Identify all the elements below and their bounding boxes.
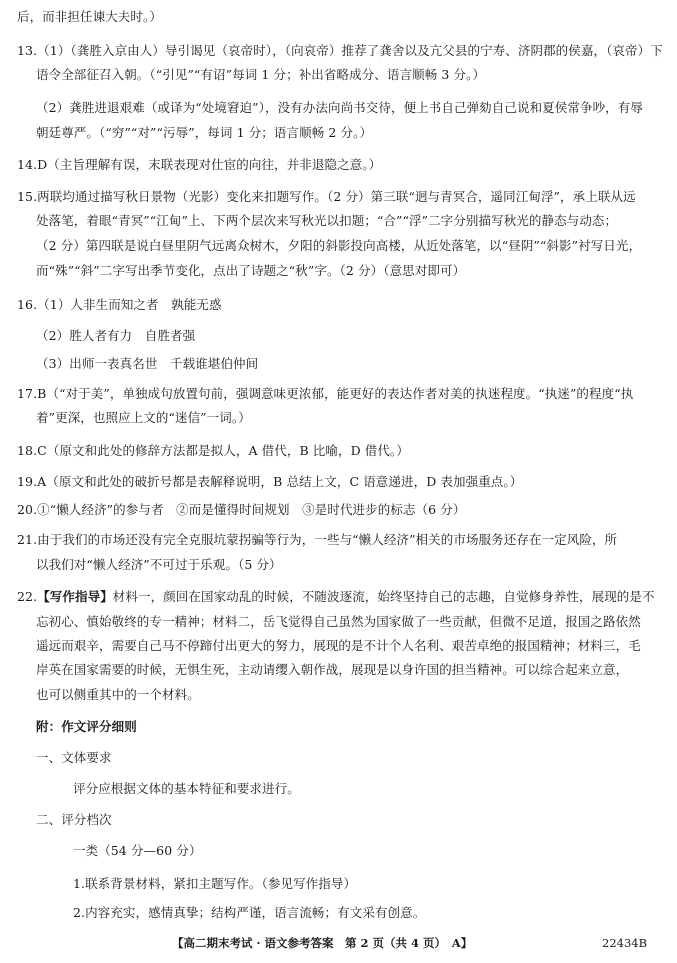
document-code: 22434B: [602, 936, 648, 950]
question-number: 22.: [17, 589, 38, 604]
grade-criterion-1: 1.联系背景材料，紧扣主题写作。（参见写作指导）: [73, 876, 357, 891]
answer-21-line-1: 21.由于我们的市场还没有完全克服坑蒙拐骗等行为，一些与“懒人经济”相关的市场服务还存在一定风险，所: [17, 532, 618, 547]
answer-15-line-4: 而“殊”“斜”二字写出季节变化，点出了诗题之“秋”字。（2 分）（意思对即可）: [36, 263, 466, 278]
section-heading-genre: 一、文体要求: [36, 750, 112, 765]
answer-13-2-line-1: （2）龚胜进退艰难（或译为“处境窘迫”），没有办法向尚书交待，便上书自己弹劾自己说和夏侯常争吵，有辱: [36, 100, 643, 115]
answer-16-2: （2）胜人者有力 自胜者强: [36, 328, 196, 343]
grade-first-class: 一类（54 分—60 分）: [73, 843, 202, 858]
answer-13-2-line-2: 朝廷尊严。（“穷”“对”“污辱”，每词 1 分；语言顺畅 2 分。）: [36, 125, 373, 140]
answer-18: 18.C（原文和此处的修辞方法都是拟人，A 借代，B 比喻，D 借代。）: [17, 443, 409, 458]
answer-15-line-3: （2 分）第四联是说白昼里阴气远离众树木，夕阳的斜影投向高楼，从近处落笔，以“昼阴”“斜影”衬写日光，: [36, 238, 642, 253]
answer-15-line-1: 15.两联均通过描写秋日景物（光影）变化来扣题写作。（2 分）第三联“迥与青冥合，遥同江甸浮”，承上联从远: [17, 189, 636, 204]
answer-22-line-2: 忘初心、慎始敬终的专一精神；材料二，岳飞觉得自己虽然为国家做了一些贡献，但微不足道，报国之路依然: [36, 614, 641, 629]
grade-criterion-2: 2.内容充实，感情真挚；结构严谨，语言流畅；有文采有创意。: [73, 905, 426, 920]
page-footer: 【高二期末考试 · 语文参考答案 第 2 页（共 4 页） A】: [172, 936, 473, 950]
answer-21-line-2: 以我们对“懒人经济”不可过于乐观。（5 分）: [36, 557, 282, 572]
answer-14: 14.D（主旨理解有误，末联表现对仕宦的向往，并非退隐之意。）: [17, 157, 382, 172]
writing-guide-text: 材料一，颜回在国家动乱的时候，不随波逐流，始终坚持自己的志趣，自觉修身养性，展现的是不: [112, 589, 655, 604]
answer-13-line-1: 13.（1）（龚胜入京由人）导引谒见（哀帝时），（向哀帝）推荐了龚舍以及亢父县的宁寿、济阴郡的侯嘉，（哀帝）下: [17, 43, 663, 58]
answer-17-line-2: 着”更深，也照应上文的“迷信”一词。）: [36, 410, 251, 425]
writing-guide-label: 【写作指导】: [37, 589, 113, 604]
genre-requirement-text: 评分应根据文体的基本特征和要求进行。: [73, 781, 300, 796]
answer-22-line-5: 也可以侧重其中的一个材料。: [36, 687, 200, 702]
answer-17-line-1: 17.B（“对于美”，单独成句放置句前，强调意味更浓郁，能更好的表达作者对美的执迷程度。“执迷”的程度“执: [17, 386, 634, 401]
answer-22-line-3: 遥远而艰辛，需要自己马不停蹄付出更大的努力，展现的是不计个人名利、艰苦卓绝的报国精神；材料三，毛: [36, 638, 641, 653]
scoring-rules-heading: 附：作文评分细则: [36, 719, 137, 734]
answer-22-line-4: 岸英在国家需要的时候，无惧生死，主动请缨入朝作战，展现是以身许国的担当精神。可以综合起来立意，: [36, 662, 629, 677]
answer-20: 20.①“懒人经济”的参与者 ②而是懂得时间规划 ③是时代进步的标志（6 分）: [17, 502, 466, 517]
answer-13-line-2: 语令全部征召入朝。（“引见”“有诏”每词 1 分；补出省略成分、语言顺畅 3 分。）: [36, 67, 486, 82]
text-line: 后，而非担任谏大夫时。）: [17, 9, 162, 24]
answer-22-line-1: [17, 589, 655, 605]
answer-15-line-2: 处落笔，着眼“青冥”“江甸”上、下两个层次来写秋光以扣题；“合”“浮”二字分别描写秋光的静态与动态；: [36, 213, 618, 228]
answer-19: 19.A（原文和此处的破折号都是表解释说明，B 总结上文，C 语意递进，D 表加强重点。）: [17, 474, 523, 489]
answer-16-1: 16.（1）人非生而知之者 孰能无惑: [17, 297, 222, 312]
answer-16-3: （3）出师一表真名世 千载谁堪伯仲间: [36, 356, 259, 371]
section-heading-grades: 二、评分档次: [36, 812, 112, 827]
